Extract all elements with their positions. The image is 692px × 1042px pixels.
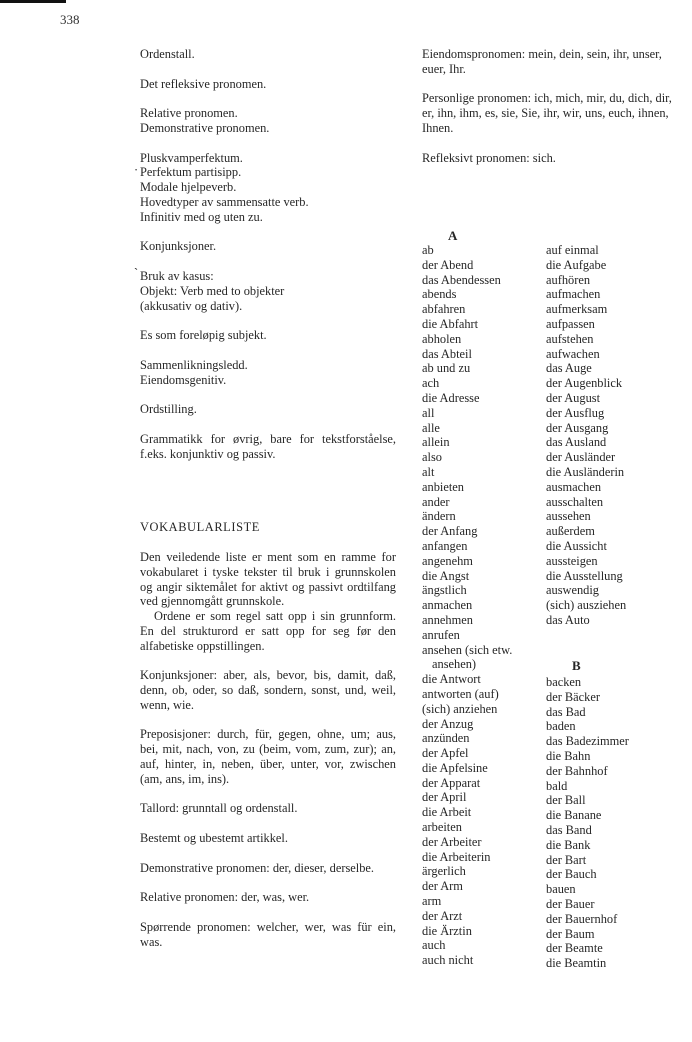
topic-line: Perfektum partisipp.	[140, 165, 242, 180]
vocab-entry: ansehen (sich etw.	[422, 642, 513, 657]
intro-paragraph: Ordene er som regel satt opp i sin grunnform. En del strukturord er satt opp for seg før den alfabetiske oppstillingen.	[140, 609, 396, 653]
vocab-entry: aufhören	[546, 272, 591, 287]
topic-line: Modale hjelpeverb.	[140, 180, 237, 195]
vocab-entry: aufmerksam	[546, 302, 608, 317]
structure-words-eiendom: Eiendomspronomen: mein, dein, sein, ihr, unser, euer, Ihr.	[422, 47, 662, 76]
structure-words-tallord: Tallord: grunntall og ordenstall.	[140, 801, 298, 816]
vocab-entry: auch	[422, 938, 446, 953]
word-list-a-col1	[422, 243, 550, 968]
vocab-entry: aufmachen	[546, 287, 601, 302]
vocab-entry: ab und zu	[422, 361, 471, 376]
vocab-entry: die Antwort	[422, 672, 481, 687]
vocab-entry: anmachen	[422, 598, 473, 613]
vocab-entry: die Angst	[422, 568, 470, 583]
vocab-entry: das Band	[546, 822, 592, 837]
vocab-entry: annehmen	[422, 612, 473, 627]
vocab-entry: arm	[422, 894, 442, 909]
intro-paragraph: Den veiledende liste er ment som en ramme for vokabularet i tyske tekster til bruk i grunnskolen og angir siktemålet for aktivt og passivt ordtilfang ved gjennomgått grunnskole.	[140, 549, 396, 609]
topic-line: Pluskvamperfektum.	[140, 150, 243, 165]
topic-block-es	[140, 328, 396, 343]
vocab-entry: der Anzug	[422, 716, 474, 731]
topic-line: Ordenstall.	[140, 47, 195, 61]
vocab-entry: auf einmal	[546, 243, 599, 257]
vocab-entry: ach	[422, 376, 440, 391]
vocab-entry: die Ausländerin	[546, 464, 625, 479]
vocab-entry: also	[422, 450, 442, 465]
topic-block-relative	[140, 106, 396, 136]
section-letter-a: A	[448, 228, 458, 243]
vocab-entry: alt	[422, 464, 435, 479]
vocab-entry: das Auge	[546, 361, 592, 376]
vocab-entry: das Ausland	[546, 435, 607, 450]
vocab-entry: (sich) anziehen	[422, 701, 498, 716]
vocab-entry: das Abteil	[422, 346, 472, 361]
vocab-entry: der Apparat	[422, 775, 481, 790]
topic-block-kasus	[134, 265, 396, 313]
vocab-entry: die Aussicht	[546, 538, 607, 553]
vocab-entry: die Apfelsine	[422, 760, 488, 775]
vocab-entry: anfangen	[422, 538, 468, 553]
vocab-entry: der August	[546, 390, 601, 405]
topic-block-ordenstall	[140, 47, 396, 62]
vocab-entry: baden	[546, 719, 576, 734]
vocab-entry: der Bauer	[546, 896, 595, 911]
structure-words-sporrende: Spørrende pronomen: welcher, wer, was für ein, was.	[140, 919, 396, 949]
vocab-entry: der Baum	[546, 926, 595, 941]
topic-line: Es som foreløpig subjekt.	[140, 328, 267, 343]
margin-tick-mark: ˋ	[134, 265, 139, 280]
word-list-b-col2	[546, 675, 674, 971]
vocab-entry: der Bauernhof	[546, 911, 618, 926]
vocab-entry: der Ausländer	[546, 450, 616, 465]
structure-words-personlige: Personlige pronomen: ich, mich, mir, du, dich, dir, er, ihn, ihm, es, sie, Sie, ihr, wir, uns, euch, ihnen, Ihnen.	[422, 91, 672, 135]
structure-words-konjunksjoner: Konjunksjoner: aber, als, bevor, bis, damit, daß, denn, ob, oder, so daß, sondern, sonst, und, weil, wenn, wie.	[140, 668, 396, 712]
topic-line: Ordstilling.	[140, 402, 197, 417]
vocab-entry: (sich) ausziehen	[546, 598, 627, 613]
vocab-entry: die Arbeit	[422, 805, 472, 820]
vocab-entry: auswendig	[546, 583, 599, 598]
structure-words-preposisjoner: Preposisjoner: durch, für, gegen, ohne, um; aus, bei, mit, nach, von, zu (beim, vom, zum, zur); an, auf, hinter, in, neben, über, unter, vor, zwischen (am, ans, im, ins).	[140, 727, 396, 786]
vocab-entry: angenehm	[422, 553, 473, 568]
vocab-heading: VOKABULARLISTE	[140, 520, 260, 535]
vocab-entry: ärgerlich	[422, 864, 466, 879]
vocab-entry: bald	[546, 778, 568, 793]
vocab-entry: der Bahnhof	[546, 763, 608, 778]
vocab-entry: aussehen	[546, 509, 591, 524]
left-column	[134, 47, 396, 949]
vocab-entry: die Beamtin	[546, 956, 607, 971]
vocab-entry: aufwachen	[546, 346, 600, 361]
vocab-entry: allein	[422, 435, 450, 450]
vocab-entry: das Bad	[546, 704, 586, 719]
structure-words-demonstrative: Demonstrative pronomen: der, dieser, derselbe.	[140, 860, 375, 875]
vocab-entry: aufstehen	[546, 331, 594, 346]
vocab-entry: das Auto	[546, 612, 590, 627]
topic-line: Sammenlikningsledd.	[140, 357, 248, 372]
topic-line: Relative pronomen.	[140, 106, 238, 121]
vocab-entry: arbeiten	[422, 820, 462, 835]
topic-line: (akkusativ og dativ).	[140, 298, 243, 313]
topic-line: Infinitiv med og uten zu.	[140, 209, 263, 224]
vocab-entry: anbieten	[422, 479, 464, 494]
structure-words-relative: Relative pronomen: der, was, wer.	[140, 890, 310, 905]
vocab-entry: die Bahn	[546, 748, 591, 763]
vocab-entry: der Bart	[546, 852, 587, 867]
vocab-entry: ängstlich	[422, 583, 467, 598]
vocab-entry: der Ausflug	[546, 405, 605, 420]
topic-block-refleksive	[140, 77, 396, 92]
vocab-entry: der Bäcker	[546, 689, 601, 704]
vocab-entry: der Apfel	[422, 746, 469, 761]
vocab-entry: ausschalten	[546, 494, 604, 509]
vocab-entry: ausmachen	[546, 479, 602, 494]
vocab-entry: bauen	[546, 882, 576, 897]
vocab-entry: alle	[422, 420, 440, 435]
vocab-entry: die Arbeiterin	[422, 849, 491, 864]
vocab-entry: das Abendessen	[422, 272, 501, 287]
vocab-entry: die Adresse	[422, 390, 480, 405]
vocab-entry: der Ball	[546, 793, 586, 808]
vocab-entry: außerdem	[546, 524, 595, 539]
topic-block-sammenlikning	[140, 358, 396, 388]
right-column-top	[422, 47, 680, 165]
topic-block-verbs	[134, 150, 396, 225]
topic-line: Eiendomsgenitiv.	[140, 372, 227, 387]
vocab-entry: der Abend	[422, 257, 474, 272]
vocab-entry: ander	[422, 494, 450, 509]
vocab-entry: aussteigen	[546, 553, 598, 568]
vocab-entry: der Augenblick	[546, 376, 623, 391]
vocab-entry: die Banane	[546, 808, 602, 823]
vocab-entry: der Arzt	[422, 908, 463, 923]
section-letter-b: B	[572, 658, 581, 673]
vocab-entry: der Arm	[422, 879, 463, 894]
vocab-entry: auch nicht	[422, 953, 474, 968]
vocab-entry: abfahren	[422, 302, 466, 317]
vocab-entry: anrufen	[422, 627, 460, 642]
vocab-entry: die Bank	[546, 837, 591, 852]
vocab-entry: abholen	[422, 331, 462, 346]
vocab-entry: die Ärztin	[422, 923, 472, 938]
vocab-entry: die Aufgabe	[546, 257, 607, 272]
vocab-entry: das Badezimmer	[546, 734, 629, 749]
vocab-entry: antworten (auf)	[422, 686, 499, 701]
vocab-entry: anzünden	[422, 731, 470, 746]
vocab-entry: der April	[422, 790, 467, 805]
topic-line: Objekt: Verb med to objekter	[140, 283, 285, 298]
topic-line: Demonstrative pronomen.	[140, 120, 270, 135]
topic-line: Hovedtyper av sammensatte verb.	[140, 194, 309, 209]
topic-block-ordstilling	[140, 402, 396, 417]
topic-line: Bruk av kasus:	[140, 268, 214, 283]
grammar-note: Grammatikk for øvrig, bare for tekstforståelse, f.eks. konjunktiv og passiv.	[140, 431, 396, 461]
topic-line: Konjunksjoner.	[140, 239, 217, 254]
topic-block-konjunksjoner	[140, 239, 396, 254]
vocab-entry: abends	[422, 287, 457, 302]
structure-words-artikkel: Bestemt og ubestemt artikkel.	[140, 831, 288, 846]
vocab-entry: der Anfang	[422, 524, 478, 539]
vocab-entry: all	[422, 405, 435, 420]
topic-line: Det refleksive pronomen.	[140, 76, 267, 91]
vocab-entry: die Ausstellung	[546, 568, 623, 583]
top-edge-rule	[0, 0, 66, 3]
vocab-entry: aufpassen	[546, 316, 595, 331]
margin-tick-mark: ·	[134, 162, 139, 177]
structure-words-refleksivt: Refleksivt pronomen: sich.	[422, 150, 556, 165]
vocab-entry: die Abfahrt	[422, 316, 479, 331]
vocab-entry: der Bauch	[546, 867, 597, 882]
word-list-a-col2	[546, 243, 674, 628]
vocab-entry: der Beamte	[546, 941, 603, 956]
vocab-entry: der Arbeiter	[422, 834, 482, 849]
vocab-entry: ändern	[422, 509, 456, 524]
vocab-entry: ansehen)	[432, 657, 477, 672]
page-number: 338	[60, 12, 80, 27]
vocab-entry: backen	[546, 675, 582, 689]
vocab-entry: ab	[422, 243, 434, 257]
vocab-entry: der Ausgang	[546, 420, 609, 435]
